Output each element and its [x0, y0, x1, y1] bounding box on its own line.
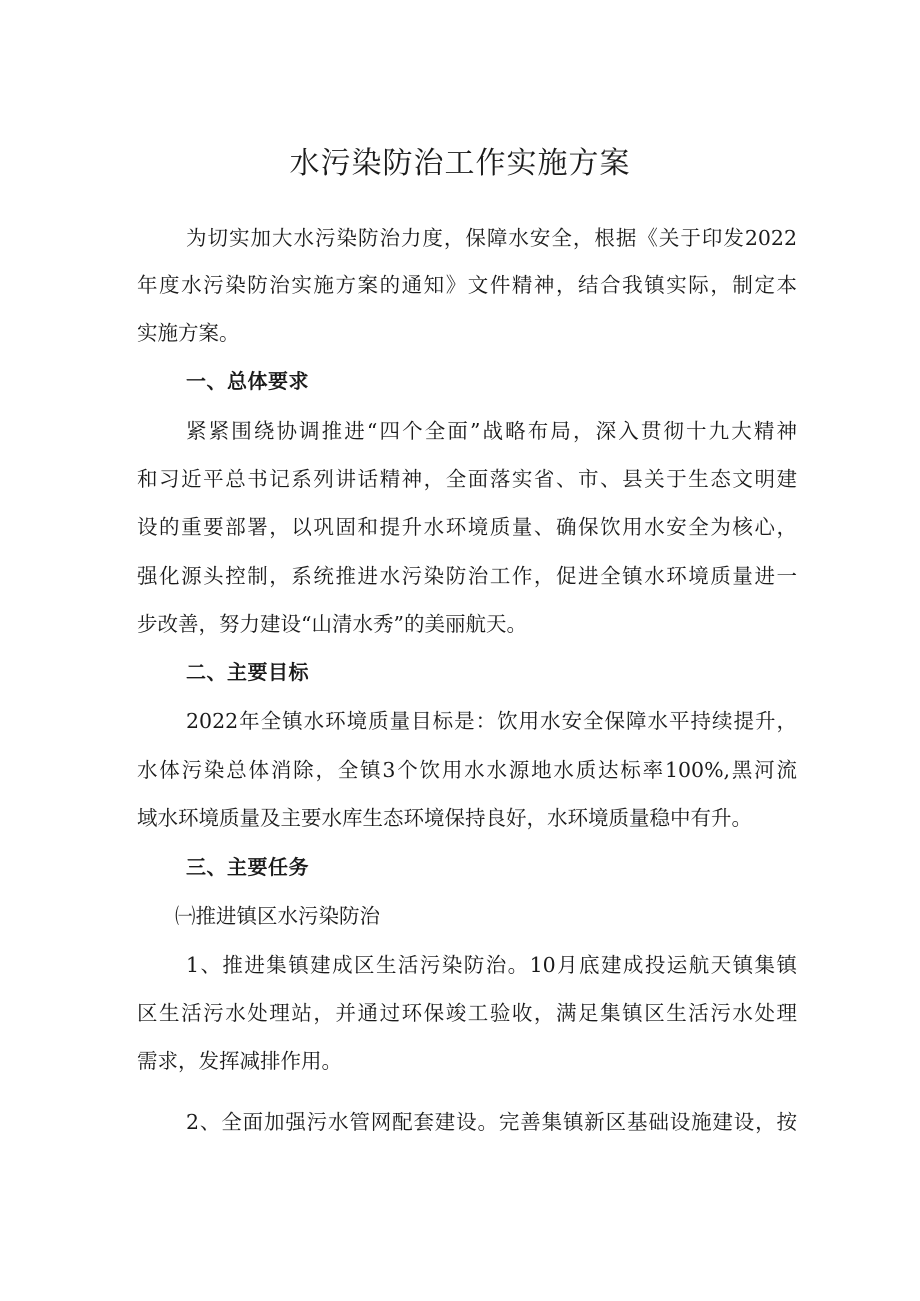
- paragraph-line: 1、推进集镇建成区生活污染防治。10月底建成投运航天镇集镇: [186, 953, 797, 977]
- paragraph-line: 年度水污染防治实施方案的通知》文件精神，结合我镇实际，制定本: [137, 273, 797, 297]
- paragraph-line: 步改善，努力建设“山清水秀”的美丽航天。: [137, 612, 527, 636]
- paragraph-line: 强化源头控制，系统推进水污染防治工作，促进全镇水环境质量进一: [137, 564, 797, 588]
- paragraph-line: 和习近平总书记系列讲话精神，全面落实省、市、县关于生态文明建: [137, 467, 797, 491]
- paragraph-line: 2、全面加强污水管网配套建设。完善集镇新区基础设施建设，按: [186, 1110, 797, 1134]
- paragraph-line: 区生活污水处理站，并通过环保竣工验收，满足集镇区生活污水处理: [137, 1001, 797, 1025]
- section-heading-main-tasks: 三、主要任务: [186, 855, 309, 879]
- paragraph-line: 设的重要部署，以巩固和提升水环境质量、确保饮用水安全为核心，: [137, 515, 797, 539]
- paragraph-line: 域水环境质量及主要水库生态环境保持良好，水环境质量稳中有升。: [137, 806, 752, 830]
- section-heading-overall-requirements: 一、总体要求: [186, 369, 309, 393]
- paragraph-line: 需求，发挥减排作用。: [137, 1049, 342, 1073]
- paragraph-line: 实施方案。: [137, 321, 240, 345]
- paragraph-line: 紧紧围绕协调推进“四个全面”战略布局，深入贯彻十九大精神: [186, 419, 797, 443]
- paragraph-line: 水体污染总体消除，全镇3个饮用水水源地水质达标率100%,黑河流: [137, 758, 797, 782]
- paragraph-line: 为切实加大水污染防治力度，保障水安全，根据《关于印发2022: [186, 226, 797, 250]
- document-title: 水污染防治工作实施方案: [289, 146, 631, 181]
- section-heading-main-goals: 二、主要目标: [186, 660, 309, 684]
- paragraph-line: 2022年全镇水环境质量目标是：饮用水安全保障水平持续提升，: [186, 709, 797, 733]
- subsection-heading: ㈠推进镇区水污染防治: [175, 904, 380, 928]
